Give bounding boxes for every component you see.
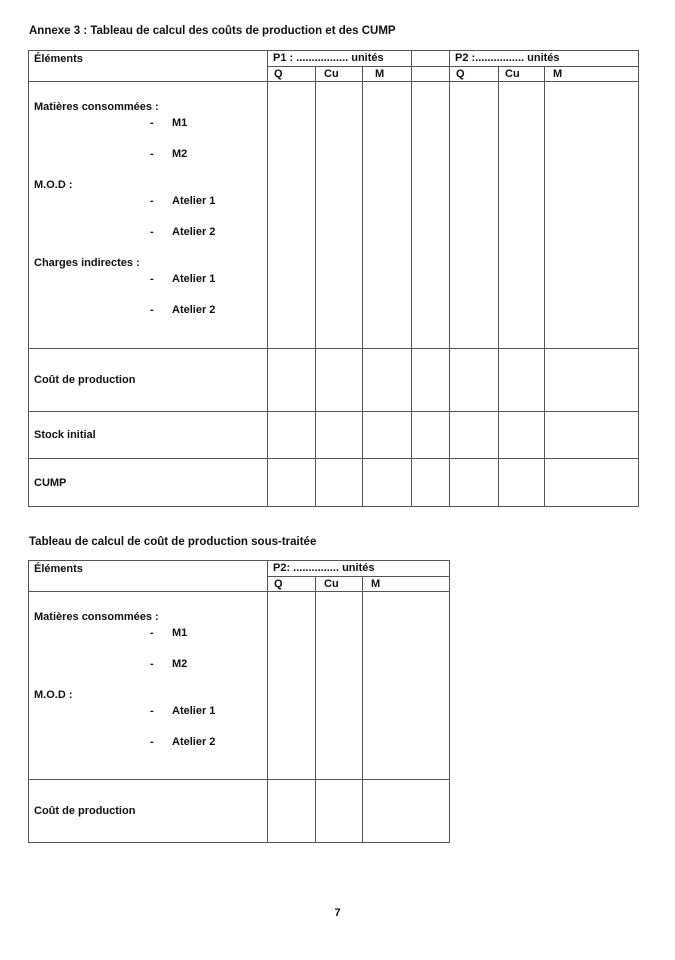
t2-p2-header: P2: ............... unités <box>268 561 450 577</box>
dash-bullet: - <box>150 117 154 129</box>
m2-label: M2 <box>172 148 188 160</box>
t2-m2-label: M2 <box>172 658 188 670</box>
t2-atelier2-label: Atelier 2 <box>172 736 216 748</box>
cump-label: CUMP <box>29 459 268 507</box>
subcontracted-cost-table <box>28 560 450 843</box>
charges-label: Charges indirectes : <box>34 257 140 269</box>
p1-header: P1 : ................. unités <box>268 51 412 67</box>
dash-bullet: - <box>150 273 154 285</box>
dash-bullet: - <box>150 226 154 238</box>
annexe-title: Annexe 3 : Tableau de calcul des coûts de production et des CUMP <box>29 25 396 37</box>
dash-bullet: - <box>150 148 154 160</box>
dash-bullet: - <box>150 736 154 748</box>
t2-cu-header: Cu <box>316 577 363 592</box>
p2-q-header: Q <box>450 67 499 82</box>
cout-production-label: Coût de production <box>29 349 268 412</box>
mod-atelier2-label: Atelier 2 <box>172 226 216 238</box>
matieres-label: Matières consommées : <box>34 101 159 113</box>
production-cost-table <box>28 50 639 507</box>
t2-col-elements-header: Éléments <box>29 561 268 592</box>
mod-atelier1-label: Atelier 1 <box>172 195 216 207</box>
t2-m-header: M <box>363 577 450 592</box>
page-number: 7 <box>334 907 341 919</box>
m1-label: M1 <box>172 117 188 129</box>
mod-label: M.O.D : <box>34 179 73 191</box>
stock-initial-label: Stock initial <box>29 412 268 459</box>
t2-m1-label: M1 <box>172 627 188 639</box>
p1-m-header: M <box>363 67 412 82</box>
elements-body-cell <box>29 82 268 349</box>
dash-bullet: - <box>150 627 154 639</box>
dash-bullet: - <box>150 658 154 670</box>
p2-m-header: M <box>545 67 639 82</box>
t2-cout-production-label: Coût de production <box>29 780 268 843</box>
dash-bullet: - <box>150 705 154 717</box>
dash-bullet: - <box>150 195 154 207</box>
p2-cu-header: Cu <box>499 67 545 82</box>
t2-atelier1-label: Atelier 1 <box>172 705 216 717</box>
p2-header: P2 :................ unités <box>450 51 639 67</box>
ci-atelier1-label: Atelier 1 <box>172 273 216 285</box>
t2-mod-label: M.O.D : <box>34 689 73 701</box>
ci-atelier2-label: Atelier 2 <box>172 304 216 316</box>
t2-matieres-label: Matières consommées : <box>34 611 159 623</box>
subcontracted-table-title: Tableau de calcul de coût de production sous-traitée <box>29 536 317 548</box>
t2-q-header: Q <box>268 577 316 592</box>
p1-q-header: Q <box>268 67 316 82</box>
dash-bullet: - <box>150 304 154 316</box>
col-elements-header: Éléments <box>29 51 268 82</box>
p1-cu-header: Cu <box>316 67 363 82</box>
t2-elements-body-cell <box>29 592 268 780</box>
